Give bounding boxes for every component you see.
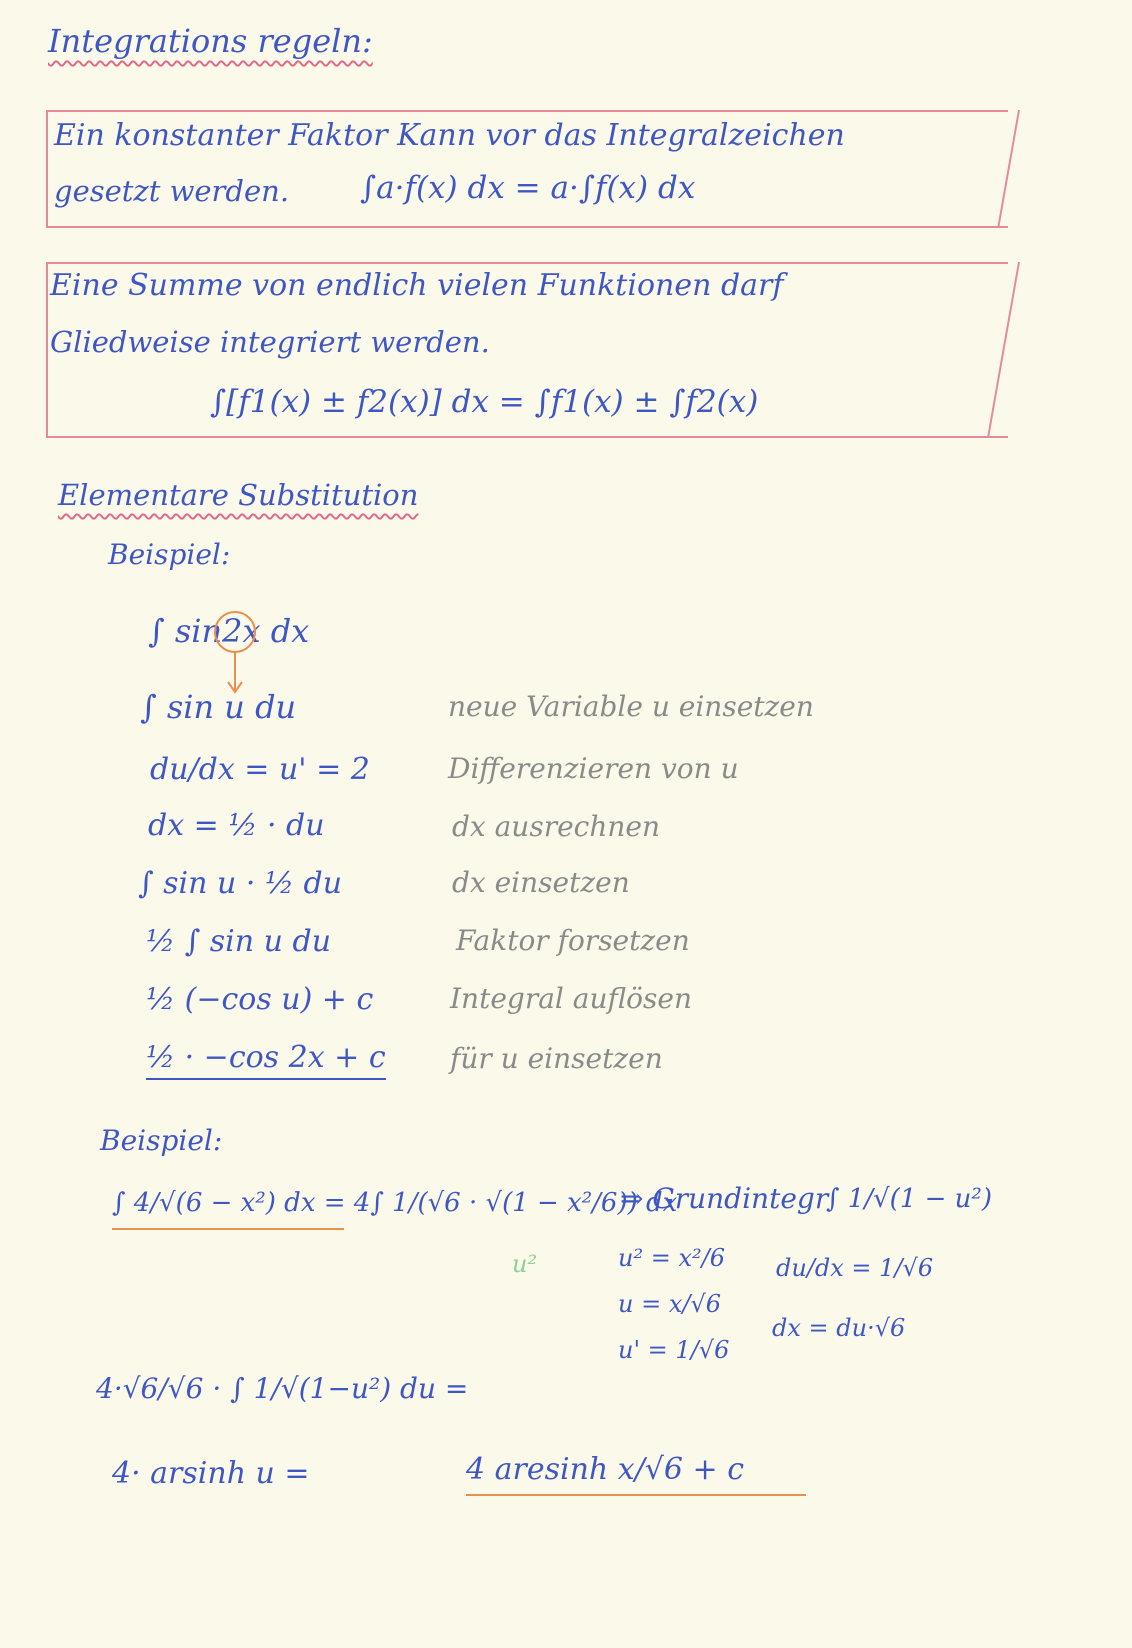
step-note: neue Variable u einsetzen	[448, 690, 814, 723]
example2-result: 4 aresinh x/√6 + c	[466, 1452, 745, 1487]
example2-label: Beispiel:	[100, 1124, 223, 1157]
example2-sub-3: u' = 1/√6	[618, 1336, 730, 1364]
example2-line1-left: ∫ 4/√(6 − x²) dx = 4∫ 1/(√6 · √(1 − x²/6)) dx	[112, 1188, 678, 1218]
step-math: du/dx = u' = 2	[150, 752, 370, 787]
rule1-formula: ∫a·f(x) dx = a·∫f(x) dx	[360, 170, 696, 206]
step-math: ½ ∫ sin u du	[146, 924, 332, 959]
step-note: dx einsetzen	[452, 866, 630, 899]
rule2-text-line2: Gliedweise integriert werden.	[50, 325, 490, 359]
example2-grund: ∫ 1/√(1 − u²)	[826, 1184, 992, 1214]
example2-line3-left: 4· arsinh u =	[112, 1456, 310, 1491]
section-title: Elementare Substitution	[58, 478, 419, 512]
example1-start: ∫ sin2x dx	[148, 612, 310, 650]
rule1-text-line1: Ein konstanter Faktor Kann vor das Integralzeichen	[54, 118, 845, 153]
rule2-text-line1: Eine Summe von endlich vielen Funktionen darf	[50, 268, 784, 303]
example2-sub-2: u = x/√6	[618, 1290, 722, 1318]
rule2-formula: ∫[f1(x) ± f2(x)] dx = ∫f1(x) ± ∫f2(x)	[210, 384, 759, 420]
example2-line2: 4·√6/√6 · ∫ 1/√(1−u²) du =	[96, 1372, 469, 1405]
step-note: dx ausrechnen	[452, 810, 661, 843]
step-math: ½ (−cos u) + c	[146, 982, 374, 1017]
example2-u2-hint: u²	[512, 1250, 538, 1278]
step-note: Faktor forsetzen	[456, 924, 690, 957]
example2-dx: dx = du·√6	[772, 1314, 906, 1342]
example1-label: Beispiel:	[108, 538, 231, 571]
substitution-hint-icon	[210, 600, 270, 700]
step-math-final: ½ · −cos 2x + c	[146, 1040, 386, 1075]
result-underline	[146, 1078, 386, 1080]
example2-arrow-text: ⇒ Grundintegr	[620, 1182, 829, 1215]
step-math: ∫ sin u · ½ du	[138, 866, 343, 901]
rule1-text-line2: gesetzt werden.	[54, 174, 290, 208]
step-math: ∫ sin u du	[140, 688, 297, 726]
example2-result-underline	[466, 1494, 806, 1496]
step-math: dx = ½ · du	[148, 808, 325, 843]
example2-underline	[112, 1228, 344, 1230]
example2-dudx: du/dx = 1/√6	[776, 1254, 934, 1282]
step-note: Differenzieren von u	[448, 752, 739, 785]
step-note: Integral auflösen	[450, 982, 693, 1015]
page-title: Integrations regeln:	[48, 22, 373, 60]
example2-sub-1: u² = x²/6	[618, 1244, 725, 1272]
step-note: für u einsetzen	[450, 1042, 663, 1075]
